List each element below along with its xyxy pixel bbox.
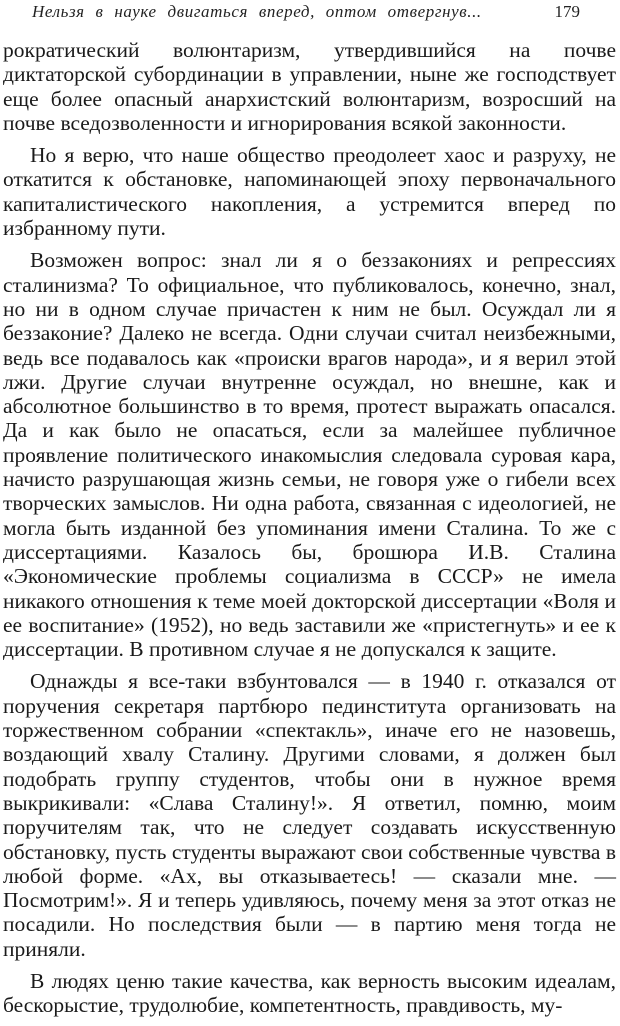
paragraph: рократический волюнтаризм, утвердившийся на почве диктаторской субординации в управлении, ныне же господствует еще более опасный анархистский волюнтаризм, возросший на почве вседозволенности и игнорирования всякой законности.	[3, 38, 616, 135]
running-header	[0, 2, 620, 28]
page-number: 179	[554, 2, 580, 21]
body-text	[3, 38, 616, 1026]
paragraph: Возможен вопрос: знал ли я о беззакониях и репрессиях сталинизма? То официальное, что публиковалось, конечно, знал, но ни в одном случае причастен к ним не был. Осуждал ли я беззаконие? Далеко не всегда. Одни случаи считал неизбежными, ведь все подавалось как «происки врагов народа», и я верил этой лжи. Другие случаи внутренне осуждал, но внешне, как и абсолютное большинство в то время, протест выражать опасался. Да и как было не опасаться, если за малейшее публичное проявление политического инакомыслия следовала суровая кара, начисто разрушающая жизнь семьи, не говоря уже о гибели всех творческих замыслов. Ни одна работа, связанная с идеологией, не могла быть изданной без упоминания имени Сталина. То же с диссертациями. Казалось бы, брошюра И.В. Сталина «Экономические проблемы социализма в СССР» не имела никакого отношения к теме моей докторской диссертации «Воля и ее воспитание» (1952), но ведь заставили же «пристегнуть» и ее к диссертации. В противном случае я не допускался к защите.	[3, 248, 616, 662]
running-title: Нельзя в науке двигаться вперед, оптом отвергнув...	[32, 2, 482, 21]
paragraph: В людях ценю такие качества, как верность высоким идеалам, бескорыстие, трудолюбие, компетентность, правдивость, му-	[3, 968, 616, 1018]
paragraph: Но я верю, что наше общество преодолеет хаос и разруху, не откатится к обстановке, напоминающей эпоху первоначального капиталистического накопления, а устремится вперед по избранному пути.	[3, 143, 616, 241]
paragraph: Однажды я все-таки взбунтовался — в 1940 г. отказался от поручения секретаря партбюро пединститута организовать на торжественном собрании «спектакль», иначе его не назовешь, воздающий хвалу Сталину. Другими словами, я должен был подобрать группу студентов, чтобы они в нужное время выкрикивали: «Слава Сталину!». Я ответил, помню, моим поручителям так, что не следует создавать искусственную обстановку, пусть студенты выражают свои собственные чувства в любой форме. «Ах, вы отказываетесь! — сказали мне. — Посмотрим!». Я и теперь удивляюсь, почему меня за этот отказ не посадили. Но последствия были — в партию меня тогда не приняли.	[3, 669, 616, 961]
